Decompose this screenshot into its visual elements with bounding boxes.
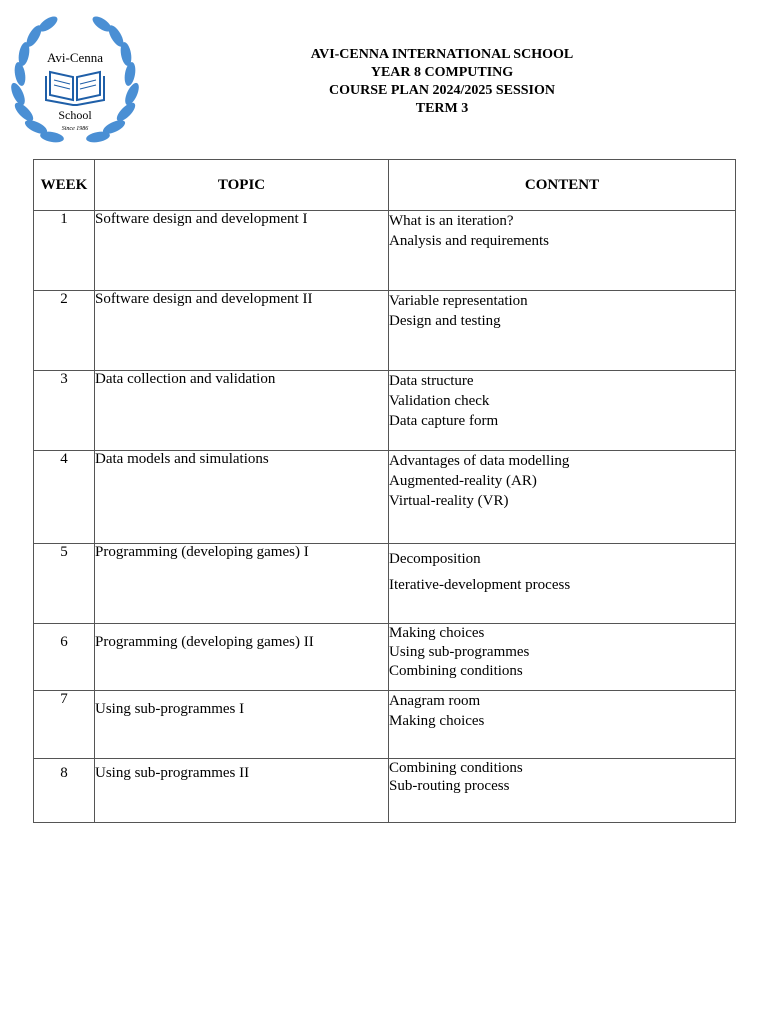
topic-cell: Data models and simulations <box>95 451 389 544</box>
course-plan-table <box>33 159 736 823</box>
content-item: Augmented-reality (AR) <box>389 473 537 489</box>
table-row <box>34 291 736 371</box>
content-item: Sub-routing process <box>389 778 510 794</box>
content-item: Design and testing <box>389 313 501 329</box>
content-cell <box>389 624 736 691</box>
content-item: Data capture form <box>389 413 499 429</box>
topic-cell: Using sub-programmes II <box>95 759 389 823</box>
week-cell: 4 <box>34 451 95 544</box>
content-item: Advantages of data modelling <box>389 453 570 469</box>
topic-cell: Software design and development I <box>95 211 389 291</box>
content-item: Anagram room <box>389 693 481 709</box>
svg-text:School: School <box>58 108 92 122</box>
laurel-book-icon <box>10 14 140 150</box>
content-item: Virtual-reality (VR) <box>389 493 509 509</box>
content-item: Making choices <box>389 713 485 729</box>
document-header <box>232 46 652 118</box>
week-cell: 5 <box>34 544 95 624</box>
svg-text:Avi-Cenna: Avi-Cenna <box>46 50 104 65</box>
topic-cell: Programming (developing games) I <box>95 544 389 624</box>
topic-cell: Programming (developing games) II <box>95 624 389 691</box>
content-item: Decomposition <box>389 551 481 567</box>
table-row <box>34 371 736 451</box>
content-cell <box>389 291 736 371</box>
term-label: TERM 3 <box>415 101 469 116</box>
week-column-header: WEEK <box>34 160 95 211</box>
content-item: Data structure <box>389 373 474 389</box>
week-cell: 2 <box>34 291 95 371</box>
content-cell <box>389 691 736 759</box>
topic-column-header: TOPIC <box>95 160 389 211</box>
week-cell: 1 <box>34 211 95 291</box>
content-item: Making choices <box>389 625 485 641</box>
content-cell <box>389 759 736 823</box>
plan-session: COURSE PLAN 2024/2025 SESSION <box>329 83 555 98</box>
week-cell: 3 <box>34 371 95 451</box>
content-item: Using sub-programmes <box>389 644 530 660</box>
topic-cell: Data collection and validation <box>95 371 389 451</box>
table-header-row <box>34 160 736 211</box>
content-item: What is an iteration? <box>389 213 514 229</box>
week-cell: 6 <box>34 624 95 691</box>
content-item: Analysis and requirements <box>389 233 549 249</box>
content-item: Validation check <box>389 393 490 409</box>
table-row <box>34 544 736 624</box>
topic-cell: Software design and development II <box>95 291 389 371</box>
table-row <box>34 759 736 823</box>
content-item: Variable representation <box>389 293 528 309</box>
topic-cell: Using sub-programmes I <box>95 691 389 759</box>
school-logo <box>10 14 140 150</box>
content-cell <box>389 371 736 451</box>
content-cell <box>389 451 736 544</box>
table-row <box>34 211 736 291</box>
content-column-header: CONTENT <box>389 160 736 211</box>
course-title: YEAR 8 COMPUTING <box>370 65 514 80</box>
content-cell <box>389 211 736 291</box>
school-name: AVI-CENNA INTERNATIONAL SCHOOL <box>310 47 574 62</box>
week-cell: 7 <box>34 691 95 759</box>
table-row <box>34 451 736 544</box>
content-item: Combining conditions <box>389 760 523 776</box>
table-row <box>34 691 736 759</box>
table-row <box>34 624 736 691</box>
content-cell <box>389 544 736 624</box>
content-item: Iterative-development process <box>389 577 571 593</box>
week-cell: 8 <box>34 759 95 823</box>
svg-text:Since 1986: Since 1986 <box>61 126 89 132</box>
content-item: Combining conditions <box>389 663 523 679</box>
